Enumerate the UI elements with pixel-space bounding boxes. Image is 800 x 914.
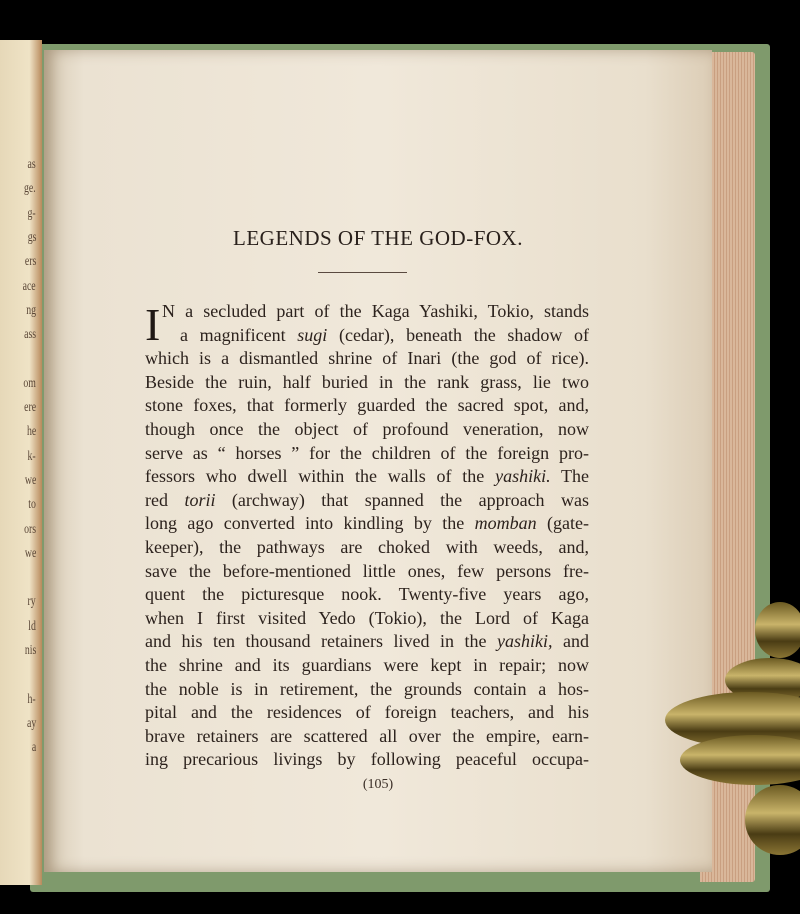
text-line — [145, 512, 589, 536]
left-page-fragment: nis — [24, 643, 36, 658]
left-page-fragment: ng — [26, 302, 36, 318]
text-line — [145, 371, 589, 395]
right-page — [44, 50, 712, 872]
text-segment: long ago converted into kindling by the — [145, 513, 475, 534]
text-segment: (archway) that spanned the approach was — [215, 489, 590, 510]
text-segment: The — [550, 466, 590, 487]
text-segment: fessors who dwell within the walls of the — [145, 466, 496, 487]
left-page-fragment: he — [26, 424, 36, 440]
text-line — [145, 654, 589, 678]
text-segment: pital and the residences of foreign teachers, and his — [145, 702, 589, 723]
text-line — [145, 725, 589, 749]
text-segment: Beside the ruin, half buried in the rank grass, lie two — [145, 371, 589, 392]
text-segment: keeper), the pathways are choked with weeds, and, — [145, 536, 589, 557]
text-segment: serve as “ horses ” for the children of the foreign pro- — [145, 442, 589, 463]
text-segment: and his ten thousand retainers lived in the — [145, 631, 497, 652]
left-page — [0, 40, 42, 885]
left-page-fragment: ors — [24, 521, 36, 537]
left-page-fragment: k- — [27, 448, 36, 464]
text-line — [145, 607, 589, 631]
text-segment: which is a dismantled shrine of Inari (the god of rice). — [145, 348, 589, 369]
left-page-fragment: ace — [22, 278, 36, 294]
left-page-fragment: we — [24, 545, 36, 561]
left-page-fragment: om — [23, 375, 36, 391]
title-rule — [318, 272, 407, 273]
text-segment: and — [552, 631, 589, 652]
left-page-fragment: ry — [27, 594, 36, 610]
left-page-fragment: gs — [27, 229, 36, 245]
text-segment: ing precarious livings by following peaceful occupa- — [145, 749, 589, 770]
body-text — [145, 300, 589, 772]
text-line — [145, 324, 589, 348]
italic-term: yashiki. — [495, 466, 551, 487]
drop-cap: I — [145, 299, 161, 350]
left-page-fragment: g- — [27, 205, 36, 221]
text-line — [145, 347, 589, 371]
italic-term: momban — [474, 513, 537, 534]
left-page-fragment: to — [28, 497, 36, 513]
text-segment: stone foxes, that formerly guarded the sacred spot, and, — [145, 395, 589, 416]
italic-term: sugi — [297, 324, 328, 345]
left-page-fragment: h- — [27, 691, 36, 707]
left-page-fragment: ld — [28, 618, 36, 634]
text-line — [145, 418, 589, 442]
left-page-fragment: ass — [24, 327, 36, 343]
text-line — [145, 678, 589, 702]
text-line — [145, 583, 589, 607]
text-segment: the shrine and its guardians were kept in repair; now — [145, 654, 589, 675]
text-line — [145, 536, 589, 560]
text-segment: when I first visited Yedo (Tokio), the Lord of Kaga — [145, 607, 589, 628]
text-line — [145, 465, 589, 489]
text-line — [145, 394, 589, 418]
left-page-fragment: a — [31, 740, 36, 756]
left-page-fragment: ere — [24, 400, 36, 415]
brass-bookend — [650, 600, 800, 860]
text-segment: (gate- — [536, 513, 590, 534]
text-line — [145, 701, 589, 725]
left-page-fragment: ay — [26, 715, 36, 731]
page-number: (105) — [362, 777, 394, 792]
italic-term: yashiki, — [496, 631, 553, 652]
text-line — [145, 489, 589, 513]
text-segment: red — [145, 489, 185, 510]
text-segment: (cedar), beneath the shadow of — [327, 324, 589, 345]
left-page-fragment: ge. — [24, 181, 36, 197]
text-line — [145, 442, 589, 466]
left-page-fragment: ers — [24, 254, 36, 270]
text-segment: quent the picturesque nook. Twenty-five years ago, — [145, 584, 589, 605]
text-segment: save the before-mentioned little ones, few persons fre- — [145, 560, 589, 581]
left-page-fragment: we — [24, 472, 36, 488]
text-line — [145, 748, 589, 772]
text-line — [145, 300, 589, 324]
text-line — [145, 560, 589, 584]
text-segment: N a secluded part of the Kaga Yashiki, Tokio, stands — [162, 301, 589, 321]
text-segment: a magnificent — [180, 324, 298, 345]
text-line — [145, 630, 589, 654]
text-segment: brave retainers are scattered all over the empire, earn- — [145, 725, 589, 746]
italic-term: torii — [184, 489, 216, 510]
text-segment: though once the object of profound veneration, now — [145, 418, 589, 439]
chapter-title: LEGENDS OF THE GOD-FOX. — [233, 226, 523, 250]
left-page-fragment: as — [27, 157, 36, 172]
text-segment: the noble is in retirement, the grounds contain a hos- — [145, 678, 589, 699]
